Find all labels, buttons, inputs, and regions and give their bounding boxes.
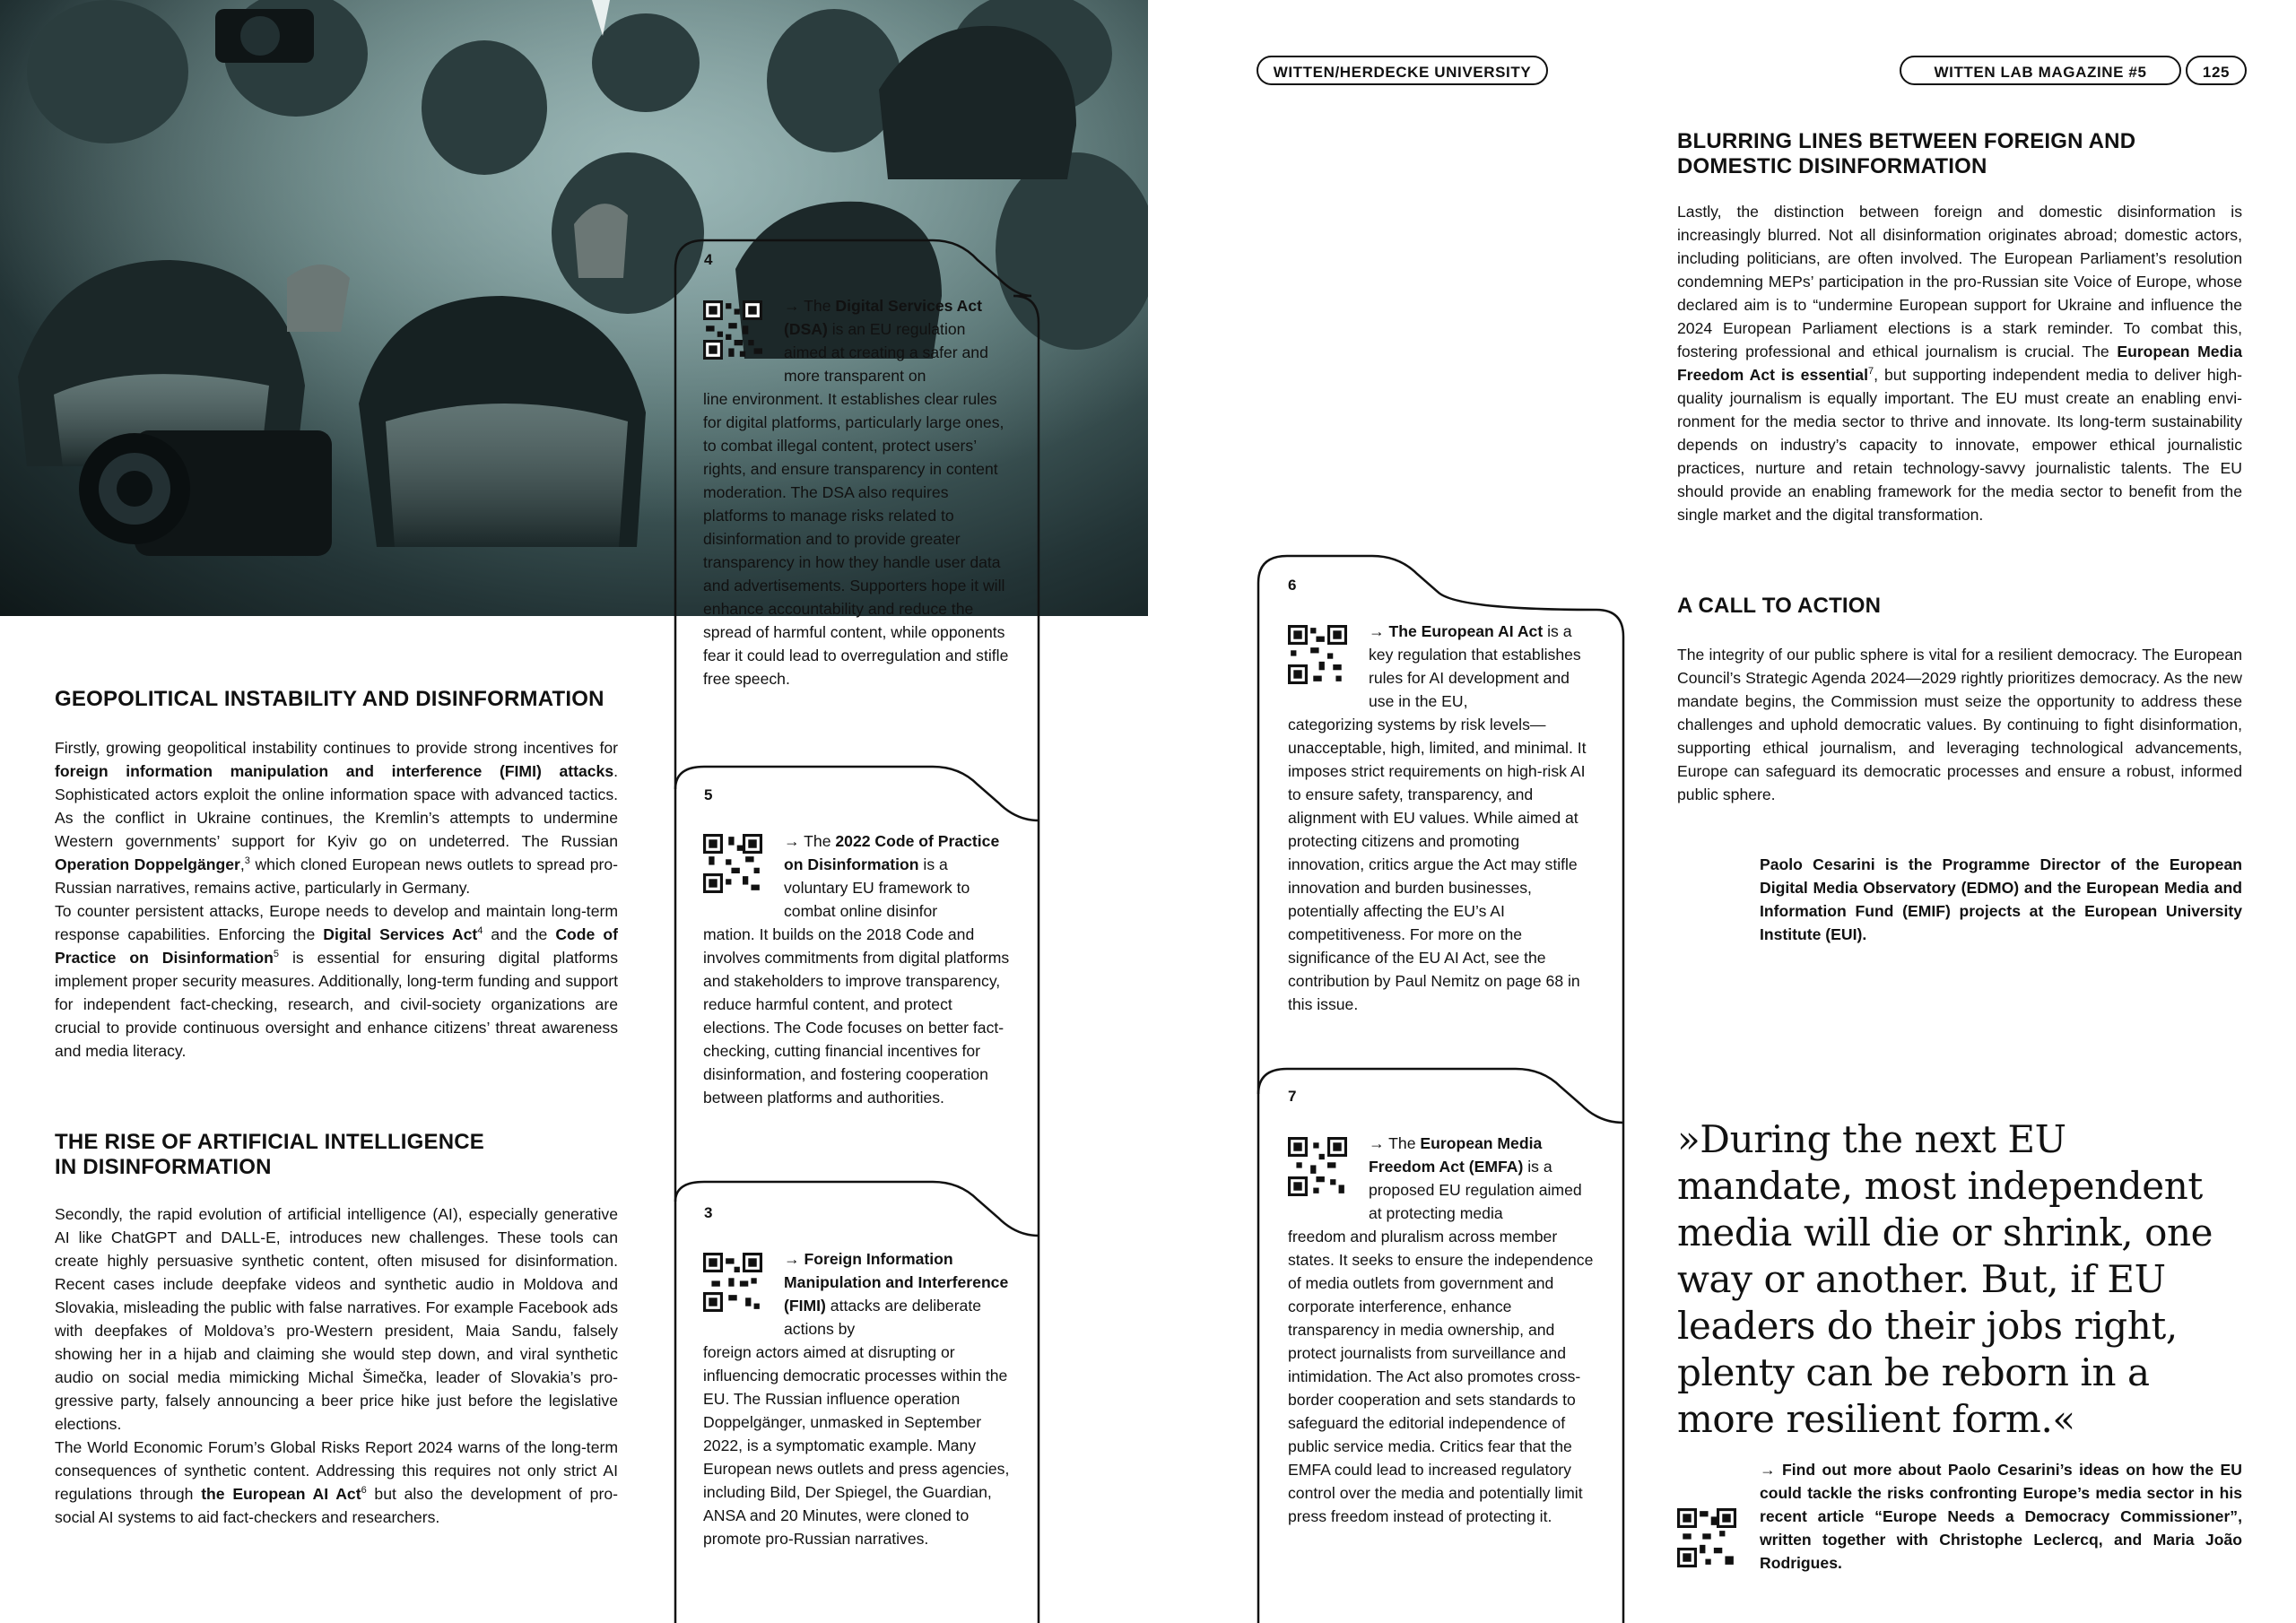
magazine-pill: WITTEN LAB MAGAZINE #5 <box>1900 56 2181 85</box>
box-fimi-text: → Foreign Information Manipulation and Interference (FIMI) attacks are deliberate actions by foreign actors aimed at disrupting or influencing democratic processes within the EU. The Russian influence operation Doppelgänger, unmasked in September 2022, is a symptomatic example. Many European news outlets and press agencies, including Bild, Der Spiegel, the Guardian, ANSA and 20 Minutes, were cloned to promote pro-Russian narratives. <box>703 1250 1010 1548</box>
paragraph: Lastly, the distinction between foreign and domestic disinformation is increasingly blurred. Not all disinformation originates abroad; domestic actors, including politicians, are often involved. The European Parliament’s resolution condemning MEPs’ participation in the pro-Russian site Voice of Europe, whose declared aim is to “undermine European support for Ukraine and influence the 2024 European Parliament elections is a stark reminder. To combat this, fostering professional and ethical journalism is crucial. The European Media Freedom Act is essential$^7$, but supporting independent media to deliver high-quality journalism is equally important. The EU must create an enabling environment for the media sector to thrive and innovate. Its long-term sustainability depends on industry’s capacity to innovate, empower ethical journalistic practices, nurture and retain technology-savvy journalistic talents. The EU should provide an enabling framework for the media sector to benefit from the single market and the digital transformation. <box>1677 203 2242 524</box>
box-ai-act-text: → The European AI Act is a key regulation that establishes rules for AI development and use in the EU, categorizing systems by risk levels—unacceptable, high, limited, and minimal. It imposes strict requirements on high-risk AI to ensure safety, transparency, and alignment with EU values. While aimed at protecting citizens and promoting innovation, critics argue the Act may stifle innovation and burden businesses, potentially affecting the EU’s AI competitiveness. For more on the significance of the EU AI Act, see the contribution by Paul Nemitz on page 68 in this issue. <box>1288 622 1587 1013</box>
section-title-ai-line1: THE RISE OF ARTIFICIAL INTELLIGENCE <box>55 1130 485 1154</box>
section-title-call-to-action: A CALL TO ACTION <box>1677 594 1882 618</box>
box-4-number: 4 <box>704 251 713 268</box>
box-3-number: 3 <box>704 1204 713 1221</box>
page-number-pill: 125 <box>2186 56 2247 85</box>
section-title-geopolitical: GEOPOLITICAL INSTABILITY AND DISINFORMATION <box>55 687 604 711</box>
box-7-number: 7 <box>1288 1088 1297 1105</box>
author-bio: Paolo Cesarini is the Programme Director of the European Digital Media Observatory (EDMO) and the European Media and Information Fund (EMIF) projects at the European University Institute (EUI). <box>1760 855 2242 943</box>
paragraph: Firstly, growing geopolitical instability continues to provide strong incentives for foreign information manipulation and interference (FIMI) attacks. Sophisticated actors exploit the online information space with advanced tactics. As the conflict in Ukraine continues, the Kremlin’s attempts to undermine Western governments’ support for Kyiv go on undeterred. The Russian Operation Doppelgänger,$^3$ which cloned European news outlets to spread pro-Russian narratives, remains active, particularly in Germany. <box>55 739 618 897</box>
find-out-more-link[interactable]: → Find out more about Paolo Cesarini’s ideas on how the EU could tackle the risks confronting Europe’s media sector in his recent article “Europe Needs a Democracy Commissioner”, written together with Christophe Leclercq, and Maria João Rodrigues. <box>1760 1461 2242 1572</box>
pull-quote: »During the next EU mandate, most independent media will die or shrink, one way or another. But, if EU leaders do their jobs right, plenty can be reborn in a more resilient form.« <box>1677 1117 2213 1441</box>
section-title-blurring <box>1677 129 2251 179</box>
paragraph: The integrity of our public sphere is vital for a resilient democracy. The European Council’s Strategic Agenda 2024—2029 rightly prioritizes democracy. As the new mandate begins, the Commission must seize the opportunity to address these challenges and uphold democratic values. By continuing to fight disinformation, supporting ethical journalism, and leveraging technological advancements, Europe can safeguard its democratic processes and ensure a robust, informed public sphere. <box>1677 646 2242 803</box>
section-title-blurring-line2: DOMESTIC DISINFORMATION <box>1677 154 1987 178</box>
section-blurring-body <box>1677 200 2242 526</box>
university-pill: WITTEN/HERDECKE UNIVERSITY <box>1257 56 1548 85</box>
paragraph: Secondly, the rapid evolution of artificial intelligence (AI), especially generative AI like ChatGPT and DALL-E, introduces new challenges. These tools can create highly persuasive synthetic content, often misused for disinformation. Recent cases include deepfake videos and synthetic audio in Moldova and Slovakia, misleading the public with false narratives. For example Facebook ads with deepfakes of Moldova’s pro-Western president, Maia Sandu, falsely showing her in a hijab and claiming she would step down, and viral synthetic audio on social media mimicking Michal Šimečka, leader of Slovakia’s progressive party, falsely announcing a beer price hike just before the legislative elections. <box>55 1205 618 1433</box>
box-code-text: → The 2022 Code of Practice on Disinformation is a voluntary EU framework to combat online disinfor mation. It builds on the 2018 Code and involves commitments from digital platforms and stakeholders to improve transparency, reduce harmful content, and protect elections. The Code focuses on better fact-checking, cutting financial incentives for disinformation, and fostering cooperation between platforms and authorities. <box>703 832 1010 1107</box>
box-dsa-text: → The Digital Services Act (DSA) is an EU regulation aimed at creating a safer and more transparent on line environment. It establishes clear rules for digital platforms, particularly large ones, to combat illegal content, protect users’ rights, and ensure transparency in content moderation. The DSA also requires platforms to manage risks related to disinformation and to provide greater transparency in how they handle user data and advertisements. Supporters hope it will enhance accountability and reduce the spread of harmful content, while opponents fear it could lead to overregulation and stifle free speech. <box>703 297 1009 688</box>
section-geopolitical-body <box>55 736 618 1063</box>
section-ai-body <box>55 1202 618 1529</box>
qr-code-icon[interactable] <box>1677 1508 1736 1567</box>
section-title-blurring-line1: BLURRING LINES BETWEEN FOREIGN AND <box>1677 129 2136 153</box>
box-5-number: 5 <box>704 786 713 803</box>
paragraph: To counter persistent attacks, Europe needs to develop and maintain long-term response capabilities. Enforcing the Digital Services Act$^4$ and the Code of Practice on Disinformation$^5$ is essential for ensuring digital platforms implement proper security measures. Additionally, long-term funding and support for independent fact-checking, research, and civil-society organizations are crucial to provide continuous oversight and enhance citizens’ threat awareness and media literacy. <box>55 902 618 1060</box>
section-call-to-action-body <box>1677 643 2242 806</box>
box-6-number: 6 <box>1288 577 1297 594</box>
section-title-ai <box>55 1130 647 1180</box>
paragraph: The World Economic Forum’s Global Risks Report 2024 warns of the long-term consequences of synthetic content. Addressing this requires not only strict AI regulations through the European AI Act$^6$ but also the development of pro-social AI systems to aid fact-checkers and researchers. <box>55 1438 618 1526</box>
section-title-ai-line2: IN DISINFORMATION <box>55 1155 272 1179</box>
box-emfa-text: → The European Media Freedom Act (EMFA) is a proposed EU regulation aimed at protecting media freedom and pluralism across member states. It seeks to ensure the independence of media outlets from government and corporate interference, enhance transparency in media ownership, and protect journalists from surveillance and intimidation. The Act also promotes cross-border cooperation and sets standards to safeguard the editorial independence of public service media. Critics fear that the EMFA could lead to increased regulatory control over the media and potentially limit press freedom instead of protecting it. <box>1288 1134 1594 1525</box>
